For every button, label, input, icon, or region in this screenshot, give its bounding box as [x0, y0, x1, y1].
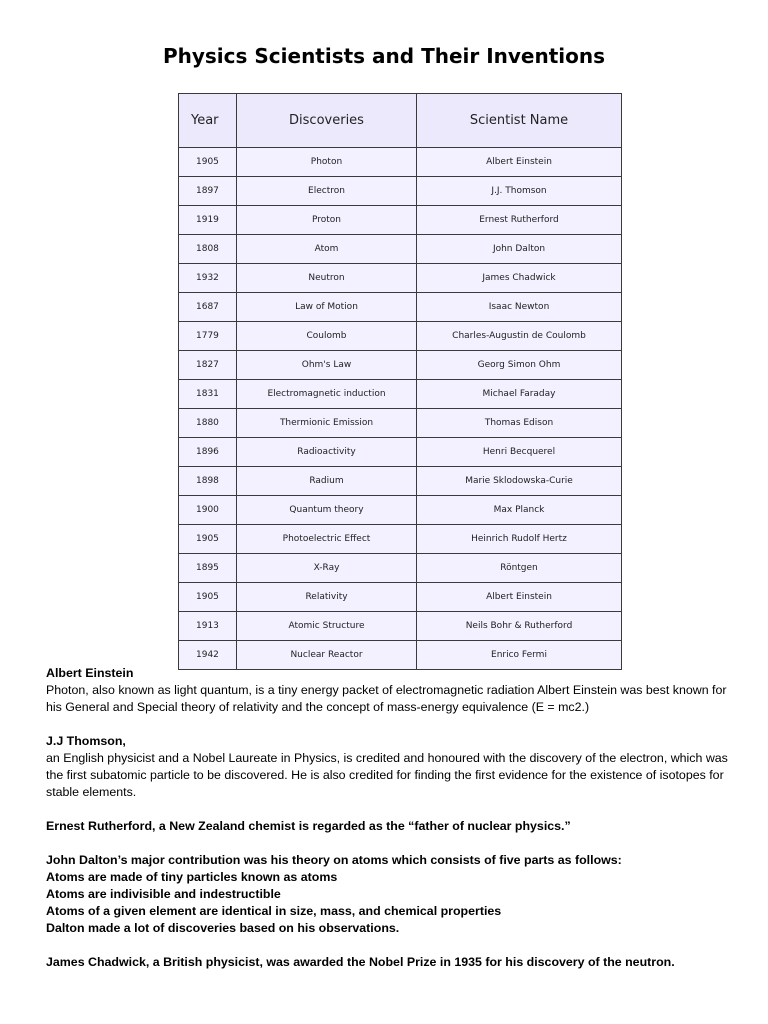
cell-scientist: Heinrich Rudolf Hertz [417, 525, 622, 554]
cell-discovery: Quantum theory [237, 496, 417, 525]
cell-scientist: Ernest Rutherford [417, 206, 622, 235]
cell-year: 1895 [179, 554, 237, 583]
cell-discovery: Neutron [237, 264, 417, 293]
cell-scientist: Röntgen [417, 554, 622, 583]
dalton-intro: John Dalton’s major contribution was his theory on atoms which consists of five parts as follows: [46, 853, 622, 867]
table-row [179, 148, 622, 177]
thomson-heading: J.J Thomson, [46, 734, 126, 748]
cell-scientist: Enrico Fermi [417, 641, 622, 670]
cell-year: 1779 [179, 322, 237, 351]
cell-scientist: Max Planck [417, 496, 622, 525]
cell-scientist: James Chadwick [417, 264, 622, 293]
cell-year: 1905 [179, 583, 237, 612]
einstein-text: Photon, also known as light quantum, is a tiny energy packet of electromagnetic radiation Albert Einstein was best known for his General and Special theory of relativity and the concept of mass-energy equivalence (E = mc2.) [46, 683, 727, 714]
cell-scientist: Marie Sklodowska-Curie [417, 467, 622, 496]
header-discoveries: Discoveries [237, 94, 417, 148]
cell-scientist: Thomas Edison [417, 409, 622, 438]
cell-year: 1897 [179, 177, 237, 206]
cell-year: 1900 [179, 496, 237, 525]
table-row [179, 322, 622, 351]
cell-year: 1905 [179, 148, 237, 177]
cell-year: 1913 [179, 612, 237, 641]
table-row [179, 409, 622, 438]
cell-discovery: Electron [237, 177, 417, 206]
cell-scientist: Neils Bohr & Rutherford [417, 612, 622, 641]
cell-discovery: Proton [237, 206, 417, 235]
cell-year: 1905 [179, 525, 237, 554]
dalton-point: Dalton made a lot of discoveries based on his observations. [46, 921, 400, 935]
cell-discovery: Radioactivity [237, 438, 417, 467]
table-row [179, 612, 622, 641]
cell-scientist: Henri Becquerel [417, 438, 622, 467]
thomson-text: an English physicist and a Nobel Laureate in Physics, is credited and honoured with the discovery of the electron, which was the first subatomic particle to be discovered. He is also credited for finding the first evidence for the existence of isotopes for stable elements. [46, 751, 728, 799]
table-row [179, 467, 622, 496]
cell-discovery: Thermionic Emission [237, 409, 417, 438]
inventions-table-container [178, 93, 621, 670]
cell-scientist: J.J. Thomson [417, 177, 622, 206]
rutherford-note: Ernest Rutherford, a New Zealand chemist is regarded as the “father of nuclear physics.” [46, 819, 571, 833]
cell-scientist: Charles-Augustin de Coulomb [417, 322, 622, 351]
table-row [179, 438, 622, 467]
header-year: Year [179, 94, 237, 148]
cell-scientist: John Dalton [417, 235, 622, 264]
cell-year: 1808 [179, 235, 237, 264]
cell-year: 1932 [179, 264, 237, 293]
cell-discovery: Photon [237, 148, 417, 177]
cell-year: 1942 [179, 641, 237, 670]
cell-discovery: X-Ray [237, 554, 417, 583]
cell-discovery: Atom [237, 235, 417, 264]
cell-year: 1919 [179, 206, 237, 235]
table-row [179, 525, 622, 554]
table-row [179, 380, 622, 409]
cell-year: 1687 [179, 293, 237, 322]
notes-section [46, 665, 736, 971]
dalton-point: Atoms are indivisible and indestructible [46, 887, 281, 901]
cell-year: 1896 [179, 438, 237, 467]
cell-year: 1880 [179, 409, 237, 438]
document-title: Physics Scientists and Their Inventions [162, 44, 606, 68]
dalton-point: Atoms of a given element are identical in size, mass, and chemical properties [46, 904, 502, 918]
table-row [179, 351, 622, 380]
cell-discovery: Radium [237, 467, 417, 496]
cell-year: 1831 [179, 380, 237, 409]
cell-year: 1827 [179, 351, 237, 380]
table-row [179, 264, 622, 293]
cell-year: 1898 [179, 467, 237, 496]
table-row [179, 554, 622, 583]
cell-discovery: Electromagnetic induction [237, 380, 417, 409]
inventions-table [178, 93, 622, 670]
table-row [179, 293, 622, 322]
cell-discovery: Relativity [237, 583, 417, 612]
table-row [179, 583, 622, 612]
table-row [179, 235, 622, 264]
table-row [179, 496, 622, 525]
table-row [179, 177, 622, 206]
cell-scientist: Michael Faraday [417, 380, 622, 409]
chadwick-note: James Chadwick, a British physicist, was awarded the Nobel Prize in 1935 for his discovery of the neutron. [46, 955, 675, 969]
cell-scientist: Isaac Newton [417, 293, 622, 322]
cell-discovery: Nuclear Reactor [237, 641, 417, 670]
table-row [179, 206, 622, 235]
cell-scientist: Albert Einstein [417, 583, 622, 612]
cell-discovery: Law of Motion [237, 293, 417, 322]
dalton-point: Atoms are made of tiny particles known as atoms [46, 870, 338, 884]
table-header-row [179, 94, 622, 148]
cell-discovery: Coulomb [237, 322, 417, 351]
cell-scientist: Albert Einstein [417, 148, 622, 177]
cell-discovery: Atomic Structure [237, 612, 417, 641]
einstein-heading: Albert Einstein [46, 666, 134, 680]
cell-scientist: Georg Simon Ohm [417, 351, 622, 380]
table-body [179, 148, 622, 670]
cell-discovery: Photoelectric Effect [237, 525, 417, 554]
header-scientist-name: Scientist Name [417, 94, 622, 148]
cell-discovery: Ohm's Law [237, 351, 417, 380]
